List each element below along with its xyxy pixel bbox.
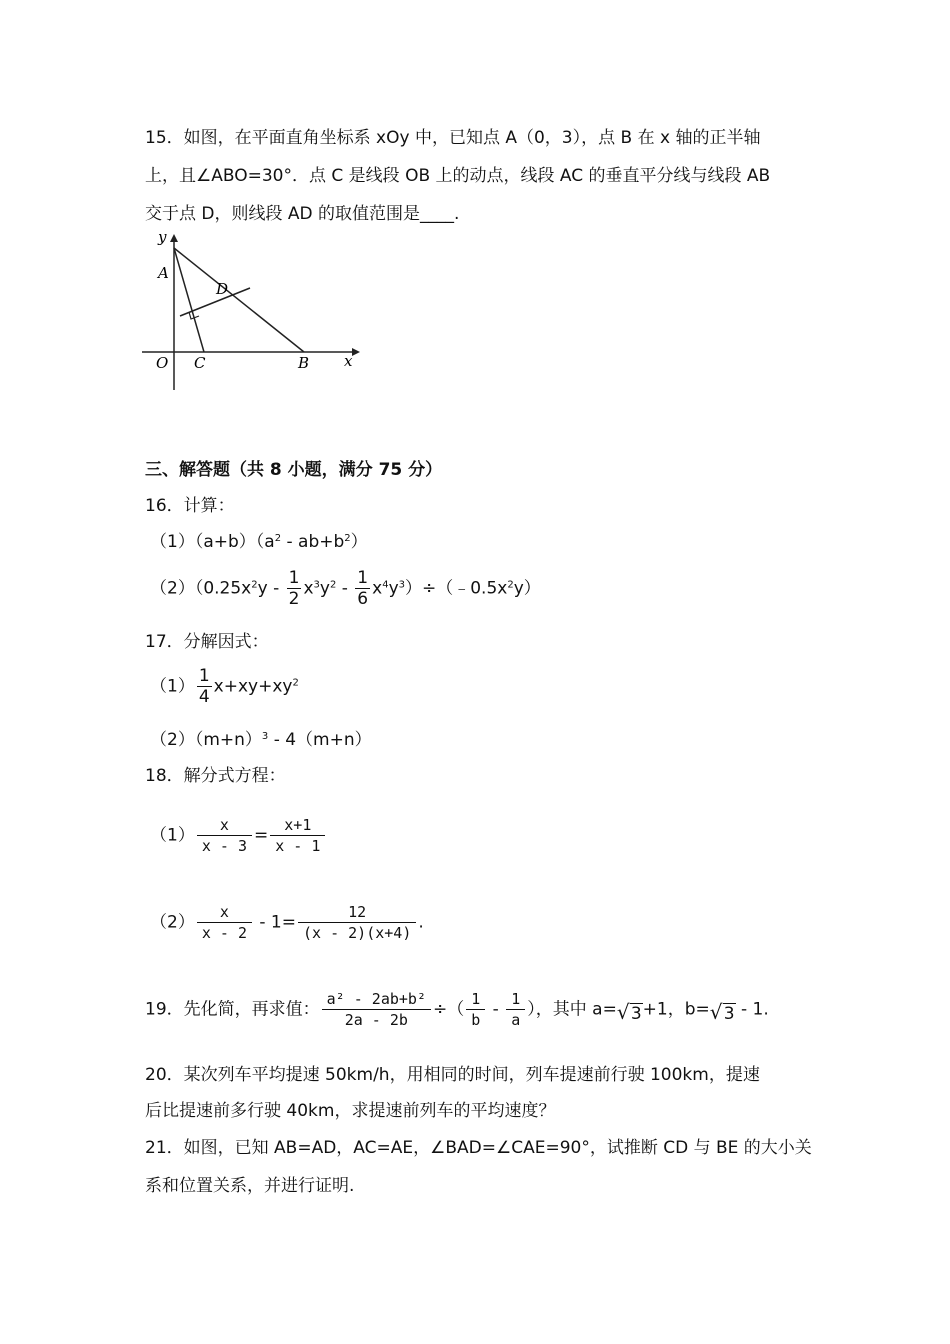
fraction-one-over-a: $\frac{1}{a}$ [506, 989, 525, 1030]
label-y: y [158, 228, 167, 246]
q16-title: 16．计算： [145, 496, 235, 516]
q15-line1: 15．如图，在平面直角坐标系 xOy 中，已知点 A（0，3），点 B 在 x 轴的正半轴 [145, 128, 761, 148]
fraction-one-sixth: $\frac{1}{6}$ [357, 568, 369, 609]
y-axis-arrow [170, 234, 178, 242]
x-axis-arrow [352, 348, 360, 356]
label-d: D [216, 280, 229, 298]
fraction-one-over-b: $\frac{1}{b}$ [466, 989, 485, 1030]
segment-ac [174, 248, 204, 352]
fraction-x-over-x-minus-3: $\frac{x}{x - 3}$ [197, 815, 252, 856]
q19-line: 19．先化简，再求值： $\frac{\text{a² - 2ab+b²}}{2a - 2b}$ ÷（ $\frac{1}{b}$ - $\frac{1}{a}$ ），其中 a= √ 3+1，b= √ 3 - 1. [145, 990, 769, 1029]
label-b: B [298, 354, 310, 372]
q17-part1: （1） $\frac{1}{4}$ $x+xy+xy^2$ [150, 666, 299, 707]
sqrt-3-a: √ 3 [616, 999, 642, 1024]
segment-ab [174, 248, 304, 352]
fraction-one-quarter: $\frac{1}{4}$ [198, 666, 210, 707]
q16-part1: $(1)(a+b)(a^2 - ab+b^2)$ [150, 532, 368, 552]
fraction-12-over-product: $\frac{12}{(x - 2)(x+4)}$ [298, 902, 416, 943]
perpendicular-bisector [180, 288, 250, 316]
label-x: x [344, 352, 353, 370]
q15-coordinate-figure [138, 226, 368, 400]
fraction-x-plus-1-over-x-minus-1: $\frac{x+1}{x - 1}$ [270, 815, 325, 856]
section-heading: 三、解答题（共 8 小题，满分 75 分） [145, 460, 443, 480]
fraction-one-half: $\frac{1}{2}$ [288, 568, 300, 609]
q21-line1: 21．如图，已知 AB=AD，AC=AE，∠BAD=∠CAE=90°，试推断 CD 与 BE 的大小关 [145, 1138, 812, 1158]
q20-line2: 后比提速前多行驶 40km，求提速前列车的平均速度？ [145, 1101, 556, 1121]
q20-line1: 20．某次列车平均提速 50km/h，用相同的时间，列车提速前行驶 100km，提速 [145, 1065, 760, 1085]
q18-title: 18．解分式方程： [145, 766, 286, 786]
q16-part2: $(2)(0.25x^2y$ - $\frac{1}{2}$ $x^3y^2$ - $\frac{1}{6}$ $x^4y^3)\div(﹣0.5x^2y)$ [150, 568, 541, 609]
q18-part1: （1） $\frac{x}{x - 3}$ = $\frac{x+1}{x - 1}$ [150, 815, 327, 856]
fraction-a-squared-expression: $\frac{\text{a² - 2ab+b²}}{2a - 2b}$ [322, 989, 431, 1030]
q17-title: 17．分解因式： [145, 632, 269, 652]
label-c: C [194, 354, 206, 372]
q15-line2: 上，且∠ABO=30°．点 C 是线段 OB 上的动点，线段 AC 的垂直平分线与线段 AB [145, 166, 771, 186]
q15-line3: 交于点 D，则线段 AD 的取值范围是____. [145, 204, 460, 224]
fraction-x-over-x-minus-2: $\frac{x}{x - 2}$ [197, 902, 252, 943]
label-a: A [158, 264, 169, 282]
sqrt-3-b: √ 3 [709, 999, 735, 1024]
label-o: O [156, 354, 169, 372]
q17-part2: $(2)(m+n)^3 - 4(m+n)$ [150, 730, 372, 750]
q21-line2: 系和位置关系，并进行证明. [145, 1176, 355, 1196]
q18-part2: （2） $\frac{x}{x - 2}$ - 1= $\frac{12}{(x - 2)(x+4)}$ . [150, 903, 424, 942]
